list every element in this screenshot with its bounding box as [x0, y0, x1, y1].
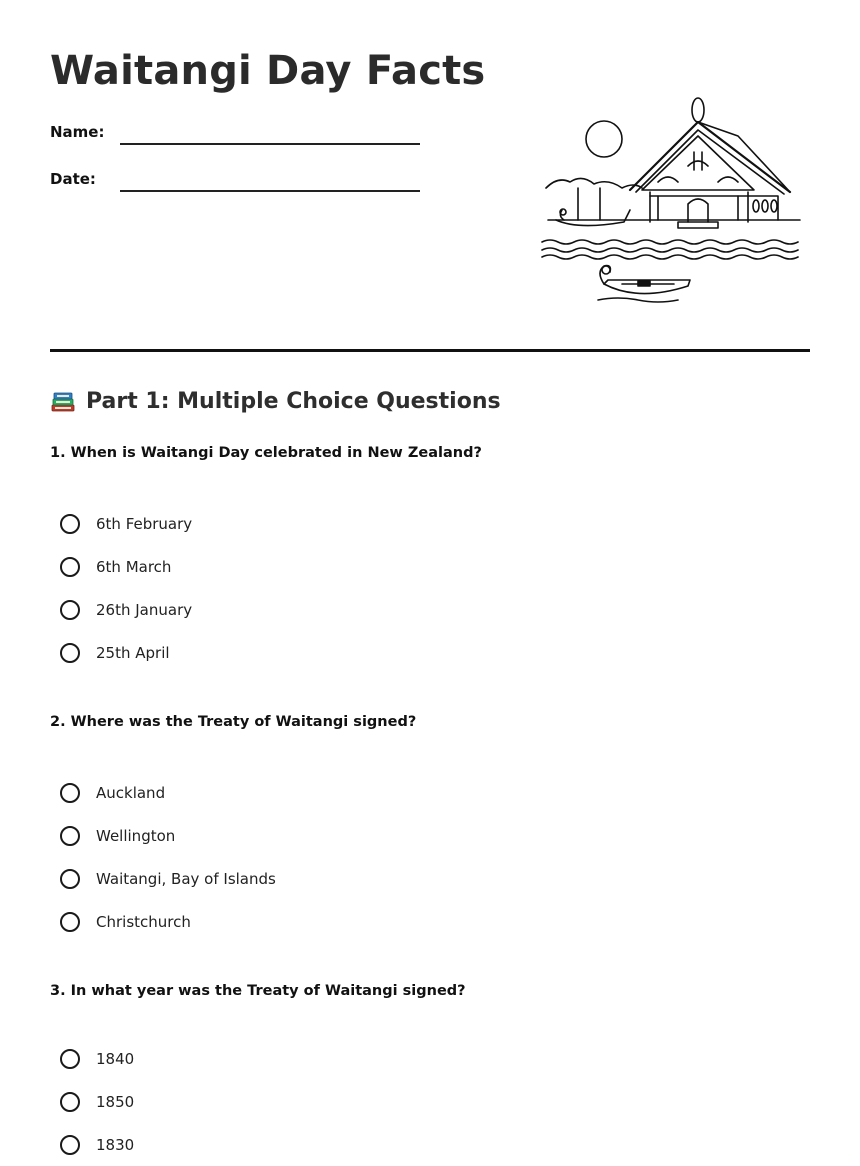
wharenui-and-waka-illustration	[538, 96, 804, 310]
option-6th-march[interactable]	[60, 545, 192, 588]
sun-icon	[586, 121, 622, 157]
radio-button[interactable]	[60, 869, 80, 889]
option-label: Wellington	[96, 826, 176, 845]
name-label: Name:	[50, 123, 105, 141]
radio-button[interactable]	[60, 643, 80, 663]
option-label: 1850	[96, 1092, 135, 1111]
option-1840[interactable]	[60, 1037, 134, 1080]
answer-options	[60, 771, 276, 943]
option-1850[interactable]	[60, 1080, 134, 1123]
question-1	[50, 445, 810, 662]
question-3	[50, 983, 810, 1154]
option-label: 6th February	[96, 514, 193, 533]
radio-button[interactable]	[60, 783, 80, 803]
radio-button[interactable]	[60, 1135, 80, 1155]
option-label: 1830	[96, 1135, 135, 1154]
option-26th-january[interactable]	[60, 588, 192, 631]
answer-options	[60, 502, 192, 674]
part1-heading	[50, 388, 501, 414]
radio-button[interactable]	[60, 1049, 80, 1069]
option-waitangi-bay-of-islands[interactable]	[60, 857, 276, 900]
option-1830[interactable]	[60, 1123, 134, 1166]
radio-button[interactable]	[60, 826, 80, 846]
radio-button[interactable]	[60, 1092, 80, 1112]
books-icon	[50, 388, 76, 414]
question-text: 1. When is Waitangi Day celebrated in New Zealand?	[50, 445, 482, 461]
radio-button[interactable]	[60, 912, 80, 932]
option-label: 25th April	[96, 643, 170, 662]
part1-heading-text: Part 1: Multiple Choice Questions	[86, 388, 501, 414]
option-label: 1840	[96, 1049, 135, 1068]
date-field	[50, 170, 420, 200]
answer-options	[60, 1037, 134, 1166]
name-input-line[interactable]	[120, 143, 420, 145]
radio-button[interactable]	[60, 514, 80, 534]
option-label: Christchurch	[96, 912, 191, 931]
question-2	[50, 714, 810, 931]
option-label: 26th January	[96, 600, 193, 619]
option-christchurch[interactable]	[60, 900, 276, 943]
name-field	[50, 123, 420, 153]
option-25th-april[interactable]	[60, 631, 192, 674]
question-text: 3. In what year was the Treaty of Waitangi signed?	[50, 983, 466, 999]
option-label: Waitangi, Bay of Islands	[96, 869, 276, 888]
date-label: Date:	[50, 170, 96, 188]
option-label: 6th March	[96, 557, 172, 576]
option-wellington[interactable]	[60, 814, 276, 857]
radio-button[interactable]	[60, 557, 80, 577]
radio-button[interactable]	[60, 600, 80, 620]
page-title: Waitangi Day Facts	[50, 48, 486, 94]
date-input-line[interactable]	[120, 190, 420, 192]
option-label: Auckland	[96, 783, 166, 802]
section-divider	[50, 349, 810, 352]
option-auckland[interactable]	[60, 771, 276, 814]
question-text: 2. Where was the Treaty of Waitangi signed?	[50, 714, 417, 730]
option-6th-february[interactable]	[60, 502, 192, 545]
